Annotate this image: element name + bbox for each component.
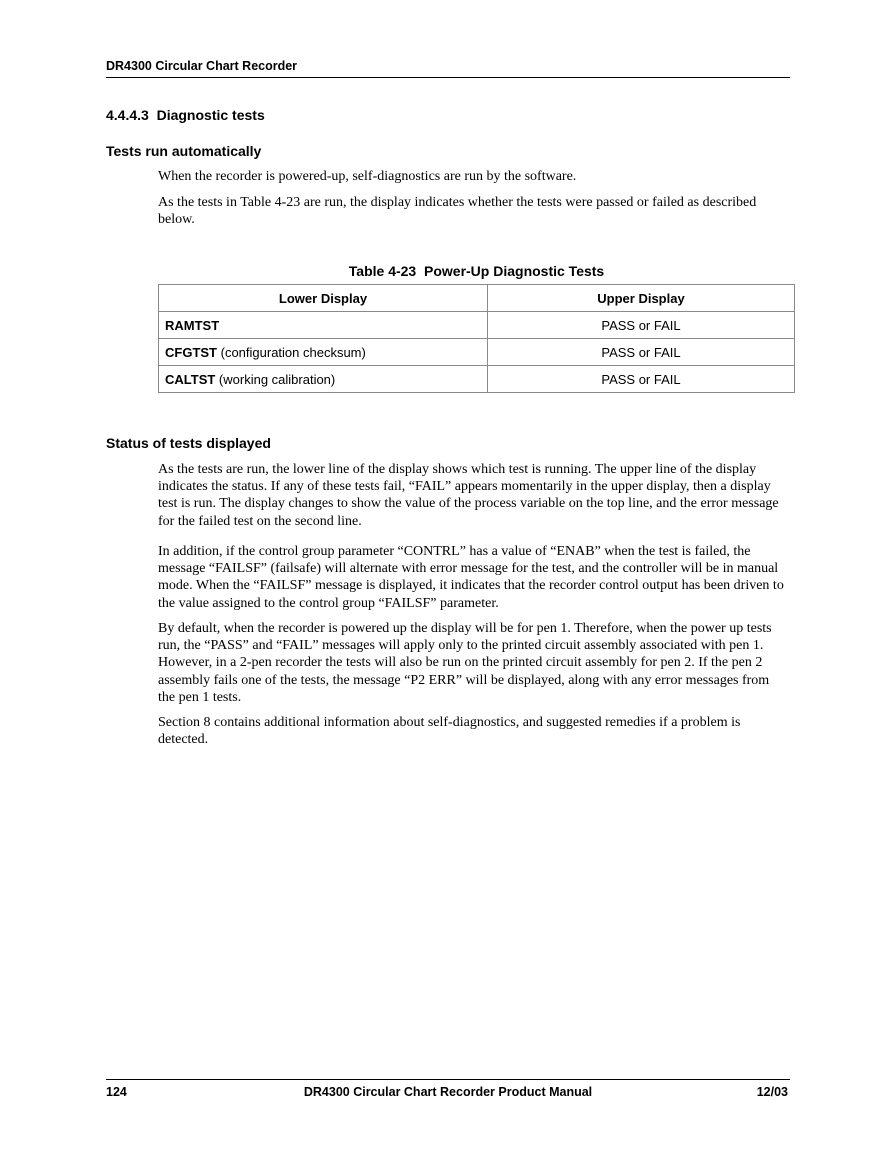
- upper-display-cell: PASS or FAIL: [488, 339, 795, 366]
- status-heading: Status of tests displayed: [106, 435, 271, 451]
- diagnostic-tests-table: [158, 284, 795, 393]
- test-code: CALTST: [165, 371, 216, 387]
- header-rule: [106, 77, 790, 78]
- table-header-row: [159, 285, 795, 312]
- test-description: (working calibration): [215, 371, 336, 387]
- status-paragraph-4: Section 8 contains additional information about self-diagnostics, and suggested remedies if a problem is detected.: [158, 715, 741, 748]
- status-paragraph-3: By default, when the recorder is powered up the display will be for pen 1. Therefore, when the power up tests run, the “PASS” and “FAIL” messages will apply only to the printed circuit assembly associated with pen 1. However, in a 2-pen recorder the tests will also be run on the printed circuit assembly for pen 2. If the pen 2 assembly fails one of the tests, the message “P2 ERR” will be displayed, along with any error messages from the pen 1 tests.: [158, 621, 772, 705]
- column-header-lower-display: Lower Display: [159, 285, 488, 312]
- tests-run-paragraph-2: As the tests in Table 4-23 are run, the display indicates whether the tests were passed or failed as described below.: [158, 195, 757, 228]
- status-paragraph-1: As the tests are run, the lower line of the display shows which test is running. The upper line of the display indicates the status. If any of these tests fail, “FAIL” appears momentarily in the upper display, then a display test is run. The display changes to show the value of the process variable on the top line, and the error message for the failed test on the second line.: [158, 462, 779, 529]
- footer-date: 12/03: [756, 1085, 788, 1099]
- upper-display-cell: PASS or FAIL: [488, 366, 795, 393]
- table-row: [159, 339, 795, 366]
- tests-run-paragraph-1: When the recorder is powered-up, self-diagnostics are run by the software.: [158, 169, 577, 184]
- footer-manual-title: DR4300 Circular Chart Recorder Product Manual: [303, 1085, 593, 1099]
- table-row: [159, 312, 795, 339]
- test-code: RAMTST: [165, 317, 220, 333]
- test-code: CFGTST: [165, 344, 217, 360]
- upper-display-cell: PASS or FAIL: [488, 312, 795, 339]
- table-row: [159, 366, 795, 393]
- test-description: (configuration checksum): [217, 344, 366, 360]
- section-heading: 4.4.4.3 Diagnostic tests: [106, 107, 265, 123]
- lower-display-cell: [159, 366, 488, 393]
- footer-rule: [106, 1079, 790, 1080]
- status-paragraph-2: In addition, if the control group parameter “CONTRL” has a value of “ENAB” when the test is failed, the message “FAILSF” (failsafe) will alternate with error message for the test, and the controller will be in manual mode. When the “FAILSF” message is displayed, it indicates that the recorder control output has been driven to the value assigned to the control group “FAILSF” parameter.: [158, 544, 784, 611]
- page-number: 124: [106, 1085, 127, 1099]
- running-header: DR4300 Circular Chart Recorder: [106, 59, 298, 73]
- tests-run-heading: Tests run automatically: [106, 143, 262, 159]
- column-header-upper-display: Upper Display: [488, 285, 795, 312]
- lower-display-cell: [159, 312, 488, 339]
- table-caption: Table 4-23 Power-Up Diagnostic Tests: [348, 263, 605, 279]
- lower-display-cell: [159, 339, 488, 366]
